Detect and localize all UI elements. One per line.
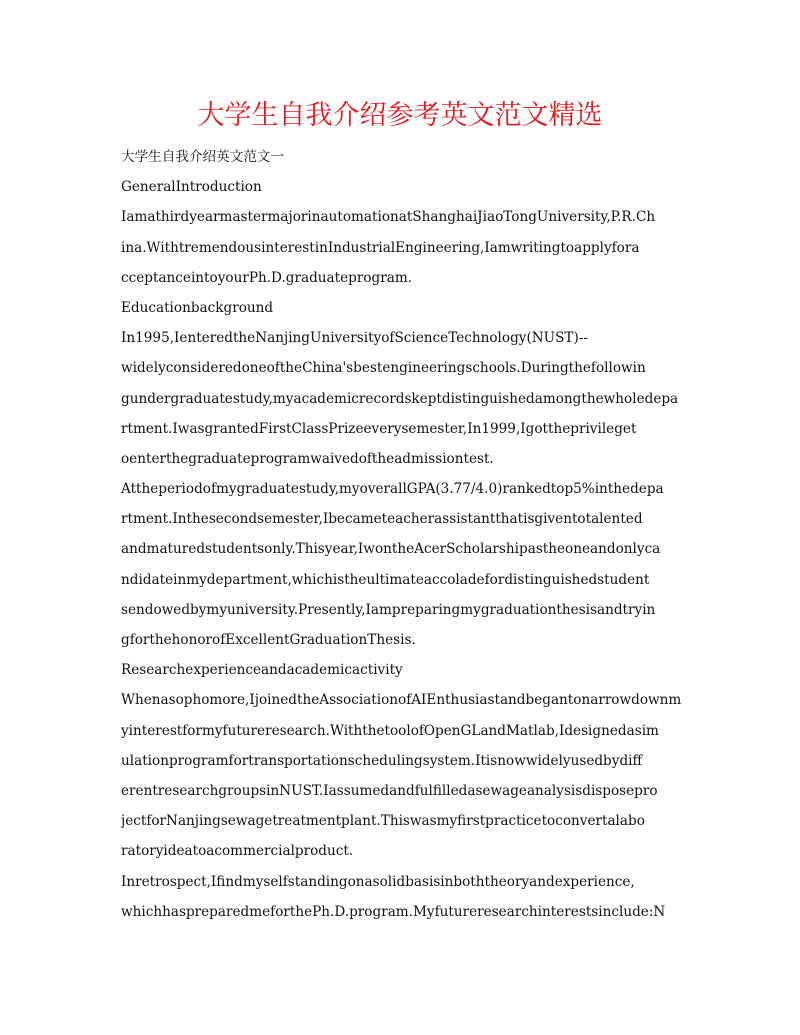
paragraph-line: sendowedbymyuniversity.Presently,Iampreparingmygraduationthesisandtryin bbox=[121, 601, 656, 618]
paragraph-line: erentresearchgroupsinNUST.Iassumedandfulfilledasewageanalysisdisposepro bbox=[121, 782, 658, 799]
paragraph-line: whichhaspreparedmeforthePh.D.program.Myfutureresearchinterestsinclude:N bbox=[121, 903, 666, 920]
paragraph-line: In1995,IenteredtheNanjingUniversityofScienceTechnology(NUST)-- bbox=[121, 330, 588, 347]
paragraph-line: rtment.IwasgrantedFirstClassPrizeeverysemester,In1999,Igottheprivileget bbox=[121, 420, 637, 437]
document-body bbox=[121, 142, 686, 927]
document-subtitle: 大学生自我介绍英文范文一 bbox=[121, 149, 285, 165]
paragraph-line: gforthehonorofExcellentGraduationThesis. bbox=[121, 632, 416, 648]
paragraph-line: Inretrospect,Ifindmyselfstandingonasolidbasisinboththeoryandexperience, bbox=[121, 873, 635, 890]
document-title: 大学生自我介绍参考英文范文精选 bbox=[197, 100, 603, 131]
paragraph-line: oenterthegraduateprogramwaivedoftheadmissiontest. bbox=[121, 450, 494, 467]
paragraph-line: ulationprogramfortransportationschedulingsystem.Itisnowwidelyusedbydiff bbox=[121, 752, 643, 769]
paragraph-line: ratoryideatoacommercialproduct. bbox=[121, 843, 354, 860]
paragraph-line: rtment.Inthesecondsemester,Ibecameteacherassistantthatisgiventotalented bbox=[121, 511, 643, 528]
section-heading-research-experience: Researchexperienceandacademicactivity bbox=[121, 662, 403, 679]
paragraph-line: andmaturedstudentsonly.Thisyear,IwontheAcerScholarshipastheoneandonlyca bbox=[121, 541, 661, 558]
paragraph-line: yinterestformyfutureresearch.WiththetoolofOpenGLandMatlab,Idesignedasim bbox=[121, 722, 659, 739]
paragraph-line: ina.WithtremendousinterestinIndustrialEngineering,Iamwritingtoapplyfora bbox=[121, 239, 640, 256]
paragraph-line: Attheperiodofmygraduatestudy,myoverallGPA(3.77/4.0)rankedtop5%inthedepa bbox=[121, 481, 664, 498]
paragraph-line: widelyconsideredoneoftheChina'sbestengineeringschools.Duringthefollowin bbox=[121, 360, 646, 377]
paragraph-line: ndidateinmydepartment,whichistheultimateaccoladefordistinguishedstudent bbox=[121, 571, 650, 588]
section-heading-general-introduction: GeneralIntroduction bbox=[121, 179, 262, 196]
paragraph-line: IamathirdyearmastermajorinautomationatShanghaiJiaoTongUniversity,P.R.Ch bbox=[121, 209, 656, 226]
paragraph-line: Whenasophomore,IjoinedtheAssociationofAIEnthusiastandbegantonarrowdownm bbox=[121, 692, 682, 709]
section-heading-education-background: Educationbackground bbox=[121, 299, 274, 316]
paragraph-line: jectforNanjingsewagetreatmentplant.Thiswasmyfirstpracticetoconvertalabo bbox=[121, 813, 645, 830]
paragraph-line: gundergraduatestudy,myacademicrecordskeptdistinguishedamongthewholedepa bbox=[121, 390, 679, 407]
paragraph-line: cceptanceintoyourPh.D.graduateprogram. bbox=[121, 269, 413, 286]
